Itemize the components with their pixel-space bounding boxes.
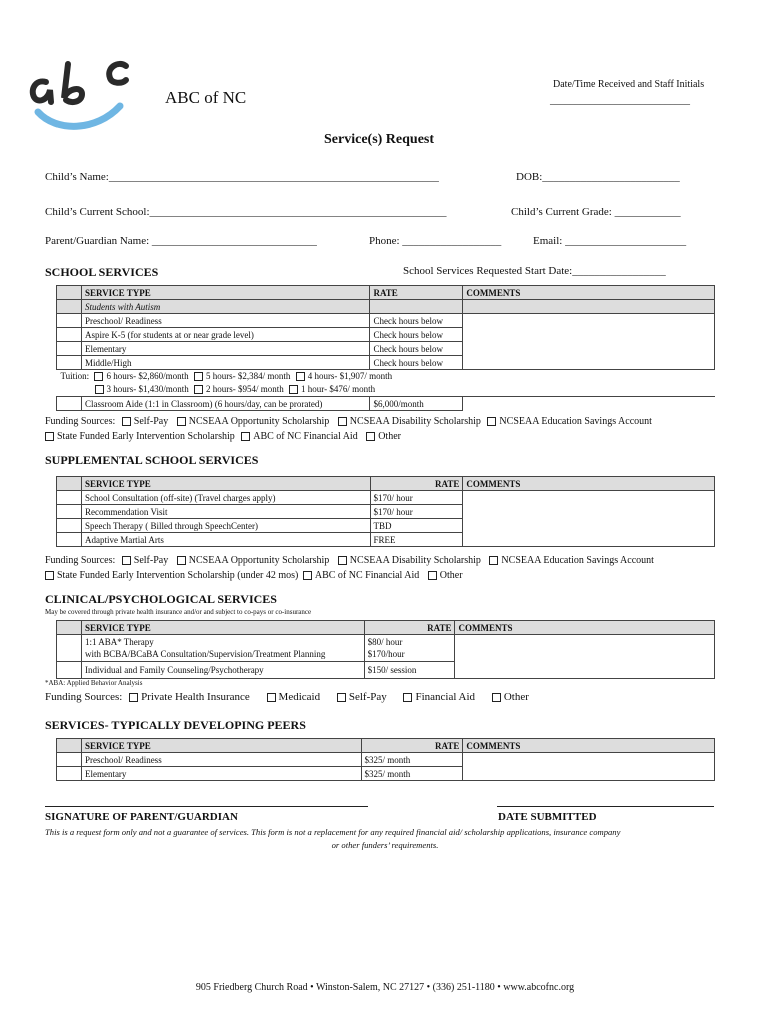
clinical-table — [56, 620, 715, 679]
rate: $150/ session — [364, 662, 455, 679]
tuition-2h: 2 hours- $954/ month — [206, 384, 284, 394]
footer-address: 905 Friedberg Church Road • Winston-Salem, NC 27127 • (336) 251-1180 • www.abcofnc.org — [195, 982, 575, 993]
opportunity-option: NCSEAA Opportunity Scholarship — [188, 555, 330, 566]
service-type: Individual and Family Counseling/Psychotherapy — [81, 662, 364, 679]
aide-rate: $6,000/month — [370, 397, 463, 411]
table-header-row — [57, 739, 715, 753]
funding-sources-clinical — [45, 691, 529, 703]
date-line[interactable] — [497, 806, 714, 807]
disclaimer-cont: or other funders’ requirements. — [331, 840, 439, 850]
disclaimer: This is a request form only and not a guarantee of services. This form is not a replacement for any required financial aid/ scholarship applications, insurance company — [45, 827, 621, 837]
service-type: Elementary — [81, 767, 361, 781]
state-ei-option: State Funded Early Intervention Scholarship — [57, 431, 235, 442]
col-comments: COMMENTS — [463, 477, 715, 491]
insurance-option: Private Health Insurance — [141, 691, 250, 703]
other-checkbox[interactable] — [366, 432, 375, 441]
funding-sources-school-2 — [45, 431, 401, 442]
logo — [26, 54, 136, 134]
comments-cell[interactable] — [463, 314, 715, 370]
aba-footnote: *ABA: Applied Behavior Analysis — [45, 679, 143, 687]
col-service-type: SERVICE TYPE — [81, 286, 370, 300]
email-field[interactable]: Email: ______________________ — [533, 235, 687, 247]
comments-cell[interactable] — [455, 635, 715, 679]
school-services-heading: SCHOOL SERVICES — [45, 265, 159, 279]
col-rate: RATE — [361, 739, 463, 753]
date-submitted-label: DATE SUBMITTED — [498, 811, 597, 823]
dob-field[interactable]: DOB:_________________________ — [516, 171, 680, 183]
esa-option: NCSEAA Education Savings Account — [501, 555, 654, 566]
tuition-6h: 6 hours- $2,860/month — [106, 371, 189, 381]
other-option: Other — [439, 570, 463, 581]
service-type: Preschool/ Readiness — [81, 753, 361, 767]
opportunity-checkbox[interactable] — [177, 417, 186, 426]
col-rate: RATE — [370, 477, 463, 491]
form-title: Service(s) Request — [324, 132, 435, 147]
table-row[interactable] — [57, 314, 715, 328]
autism-subhead: Students with Autism — [81, 300, 370, 314]
self-pay-checkbox[interactable] — [337, 693, 346, 702]
rate: Check hours below — [370, 328, 463, 342]
table-row[interactable] — [57, 635, 715, 662]
supplemental-heading: SUPPLEMENTAL SCHOOL SERVICES — [45, 453, 259, 467]
comments-cell[interactable] — [463, 491, 715, 547]
disability-option: NCSEAA Disability Scholarship — [349, 555, 481, 566]
self-pay-option: Self-Pay — [133, 555, 169, 566]
aide-type: Classroom Aide (1:1 in Classroom) (6 hours/day, can be prorated) — [81, 397, 370, 411]
state-ei-checkbox[interactable] — [45, 432, 54, 441]
rate: TBD — [370, 519, 463, 533]
aba-type: 1:1 ABA* Therapy — [84, 637, 154, 647]
table-header-row — [57, 477, 715, 491]
abc-logo-icon — [26, 54, 136, 134]
other-checkbox[interactable] — [428, 571, 437, 580]
disability-option: NCSEAA Disability Scholarship — [349, 416, 481, 427]
tuition-1h-checkbox[interactable] — [289, 385, 298, 394]
service-type: Aspire K-5 (for students at or near grade level) — [81, 328, 370, 342]
service-type: Speech Therapy ( Billed through SpeechCenter) — [81, 519, 370, 533]
opportunity-checkbox[interactable] — [177, 556, 186, 565]
tuition-1h: 1 hour- $476/ month — [301, 384, 376, 394]
funding-label: Funding Sources: — [45, 416, 116, 427]
aide-row[interactable] — [57, 397, 715, 411]
col-rate: RATE — [370, 286, 463, 300]
abc-aid-checkbox[interactable] — [241, 432, 250, 441]
state-ei-checkbox[interactable] — [45, 571, 54, 580]
rate: Check hours below — [370, 356, 463, 370]
child-school-field[interactable]: Child’s Current School:______________________________________________________ — [45, 206, 447, 218]
service-type: Elementary — [81, 342, 370, 356]
aba-type-detail: with BCBA/BCaBA Consultation/Supervision/Treatment Planning — [84, 649, 326, 659]
medicaid-checkbox[interactable] — [267, 693, 276, 702]
date-time-line[interactable]: ____________________________ — [550, 95, 690, 106]
other-option: Other — [378, 431, 401, 442]
tuition-3h-checkbox[interactable] — [95, 385, 104, 394]
col-service-type: SERVICE TYPE — [81, 477, 370, 491]
funding-sources-school — [45, 416, 652, 427]
comments-cell[interactable] — [463, 753, 715, 781]
state-ei-option: State Funded Early Intervention Scholarship (under 42 mos) — [57, 570, 299, 581]
tuition-5h-checkbox[interactable] — [194, 372, 203, 381]
funding-sources-supplemental — [45, 555, 654, 566]
signature-label: SIGNATURE OF PARENT/GUARDIAN — [45, 811, 238, 823]
esa-checkbox[interactable] — [489, 556, 498, 565]
col-rate: RATE — [364, 621, 455, 635]
service-type: Preschool/ Readiness — [81, 314, 370, 328]
service-type: Middle/High — [81, 356, 370, 370]
phone-field[interactable]: Phone: __________________ — [369, 235, 502, 247]
service-type: Recommendation Visit — [81, 505, 370, 519]
supplemental-table — [56, 476, 715, 547]
rate: FREE — [370, 533, 463, 547]
tuition-5h: 5 hours- $2,384/ month — [205, 371, 291, 381]
esa-checkbox[interactable] — [487, 417, 496, 426]
abc-aid-option: ABC of NC Financial Aid — [314, 570, 420, 581]
aba-rate: $80/ hour — [367, 637, 403, 647]
opportunity-option: NCSEAA Opportunity Scholarship — [188, 416, 330, 427]
medicaid-option: Medicaid — [278, 691, 321, 703]
tuition-4h: 4 hours- $1,907/ month — [307, 371, 393, 381]
rate: $170/ hour — [370, 491, 463, 505]
abc-aid-option: ABC of NC Financial Aid — [253, 431, 358, 442]
col-comments: COMMENTS — [455, 621, 715, 635]
funding-label: Funding Sources: — [45, 555, 116, 566]
disability-checkbox[interactable] — [338, 556, 347, 565]
col-comments: COMMENTS — [463, 286, 715, 300]
school-services-table — [56, 285, 715, 411]
signature-line[interactable] — [45, 806, 368, 807]
tuition-row — [57, 370, 715, 397]
tuition-label: Tuition: — [60, 371, 90, 381]
start-date-field[interactable]: School Services Requested Start Date:_________________ — [403, 265, 666, 277]
financial-aid-checkbox[interactable] — [403, 693, 412, 702]
peers-heading: SERVICES- TYPICALLY DEVELOPING PEERS — [45, 718, 306, 732]
insurance-checkbox[interactable] — [129, 693, 138, 702]
clinical-note: May be covered through private health insurance and/or and subject to co-pays or co-insurance — [45, 608, 312, 616]
clinical-heading: CLINICAL/PSYCHOLOGICAL SERVICES — [45, 592, 277, 606]
col-service-type: SERVICE TYPE — [81, 739, 361, 753]
date-time-label: Date/Time Received and Staff Initials — [553, 79, 705, 90]
col-comments: COMMENTS — [463, 739, 715, 753]
rate: $170/ hour — [370, 505, 463, 519]
self-pay-checkbox[interactable] — [122, 417, 131, 426]
peers-table — [56, 738, 715, 781]
abc-aid-checkbox[interactable] — [303, 571, 312, 580]
table-row — [57, 300, 715, 314]
tuition-6h-checkbox[interactable] — [94, 372, 103, 381]
self-pay-checkbox[interactable] — [122, 556, 131, 565]
funding-label: Funding Sources: — [45, 691, 123, 703]
table-header-row — [57, 286, 715, 300]
self-pay-option: Self-Pay — [133, 416, 169, 427]
rate: Check hours below — [370, 342, 463, 356]
child-name-field[interactable]: Child’s Name:____________________________________________________________ — [45, 171, 439, 183]
table-header-row — [57, 621, 715, 635]
funding-sources-supplemental-2 — [45, 570, 463, 581]
child-grade-field[interactable]: Child’s Current Grade: ____________ — [511, 206, 681, 218]
table-row[interactable] — [57, 753, 715, 767]
tuition-2h-checkbox[interactable] — [194, 385, 203, 394]
aba-rate-detail: $170/hour — [367, 649, 405, 659]
rate: Check hours below — [370, 314, 463, 328]
tuition-3h: 3 hours- $1,430/month — [106, 384, 189, 394]
disability-checkbox[interactable] — [338, 417, 347, 426]
rate: $325/ month — [361, 753, 463, 767]
org-name: ABC of NC — [165, 88, 247, 107]
other-checkbox[interactable] — [492, 693, 501, 702]
other-option: Other — [503, 691, 529, 703]
service-type: Adaptive Martial Arts — [81, 533, 370, 547]
col-service-type: SERVICE TYPE — [81, 621, 364, 635]
financial-aid-option: Financial Aid — [415, 691, 476, 703]
esa-option: NCSEAA Education Savings Account — [499, 416, 652, 427]
service-type: School Consultation (off-site) (Travel charges apply) — [81, 491, 370, 505]
table-row[interactable] — [57, 491, 715, 505]
tuition-4h-checkbox[interactable] — [296, 372, 305, 381]
rate: $325/ month — [361, 767, 463, 781]
self-pay-option: Self-Pay — [348, 691, 387, 703]
parent-name-field[interactable]: Parent/Guardian Name: ______________________________ — [45, 235, 317, 247]
